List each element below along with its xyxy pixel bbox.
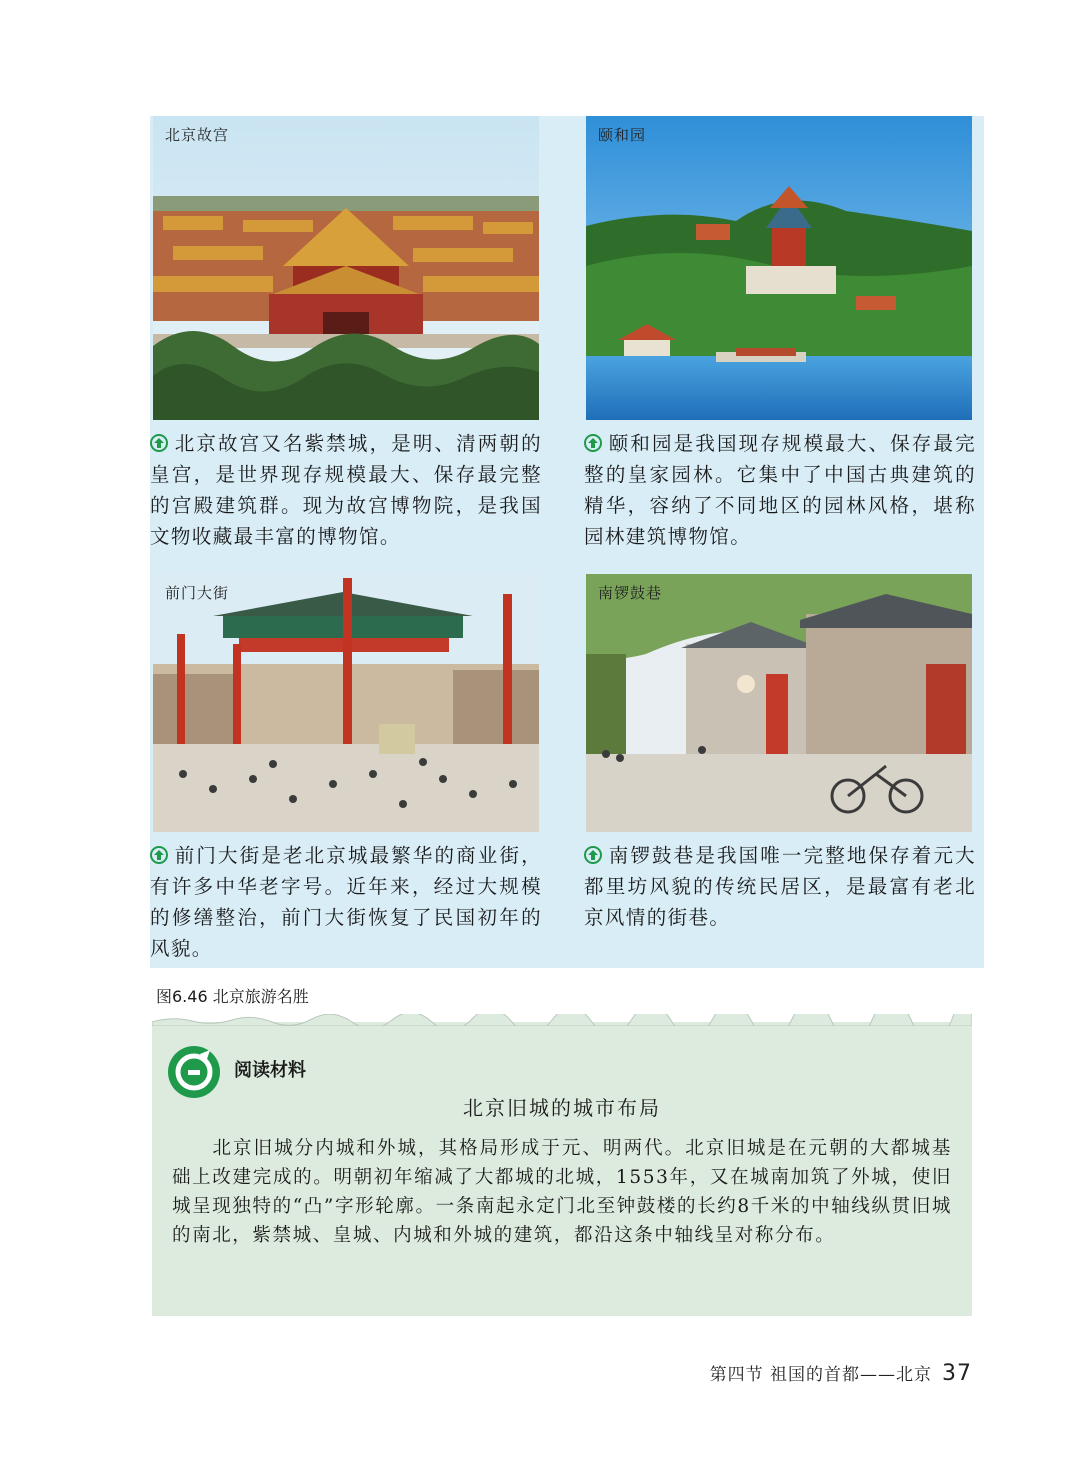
arrow-up-circle-icon: [150, 434, 168, 452]
summer-palace-photo: [586, 116, 972, 420]
section-title: 第四节 祖国的首都——北京: [709, 1365, 932, 1385]
reading-material-box: [152, 1022, 972, 1316]
card-nanluoguxiang: [584, 574, 976, 974]
caption-text: 北京故宫又名紫禁城，是明、清两朝的皇宫，是世界现存规模最大、保存最完整的宫殿建筑群。现为故宫博物院，是我国文物收藏最丰富的博物馆。: [150, 432, 542, 548]
arrow-up-circle-icon: [584, 434, 602, 452]
card-qianmen-street: [150, 574, 542, 974]
card-forbidden-city: [150, 116, 542, 556]
caption-text: 颐和园是我国现存规模最大、保存最完整的皇家园林。它集中了中国古典建筑的精华，容纳了不同地区的园林风格，堪称园林建筑博物馆。: [584, 432, 976, 548]
forbidden-city-photo: [153, 116, 539, 420]
reading-body-text: 北京旧城分内城和外城，其格局形成于元、明两代。北京旧城是在元朝的大都城基础上改建完成的。明朝初年缩减了大都城的北城，1553年，又在城南加筑了外城，使旧城呈现独特的“凸”字形轮廓。一条南起永定门北至钟鼓楼的长约8千米的中轴线纵贯旧城的南北，紫禁城、皇城、内城和外城的建筑，都沿这条中轴线呈对称分布。: [172, 1138, 952, 1246]
caption-text: 南锣鼓巷是我国唯一完整地保存着元大都里坊风貌的传统民居区，是最富有老北京风情的街巷。: [584, 844, 976, 929]
photo-caption: [150, 840, 542, 964]
qianmen-street-photo: [153, 574, 539, 832]
nanluoguxiang-photo: [586, 574, 972, 832]
caption-text: 前门大街是老北京城最繁华的商业街，有许多中华老字号。近年来，经过大规模的修缮整治，前门大街恢复了民国初年的风貌。: [150, 844, 542, 960]
figure-label: 图6.46 北京旅游名胜: [156, 987, 309, 1006]
reading-title: 北京旧城的城市布局: [463, 1096, 661, 1120]
page-footer: [710, 1360, 972, 1386]
card-summer-palace: [584, 116, 976, 556]
photo-label: 颐和园: [598, 126, 647, 144]
photo-label: 南锣鼓巷: [598, 584, 663, 602]
reading-body: [172, 1134, 952, 1250]
page-number: 37: [942, 1361, 972, 1386]
photo-caption: [584, 840, 976, 933]
photo-caption: [150, 428, 542, 552]
arrow-up-circle-icon: [584, 846, 602, 864]
torn-edge-decoration: [152, 1014, 972, 1026]
arrow-up-circle-icon: [150, 846, 168, 864]
photo-label: 北京故宫: [165, 126, 230, 144]
photo-label: 前门大街: [165, 584, 230, 602]
reading-heading: 阅读材料: [234, 1060, 306, 1081]
figure-panel: [150, 116, 984, 968]
photo-caption: [584, 428, 976, 552]
